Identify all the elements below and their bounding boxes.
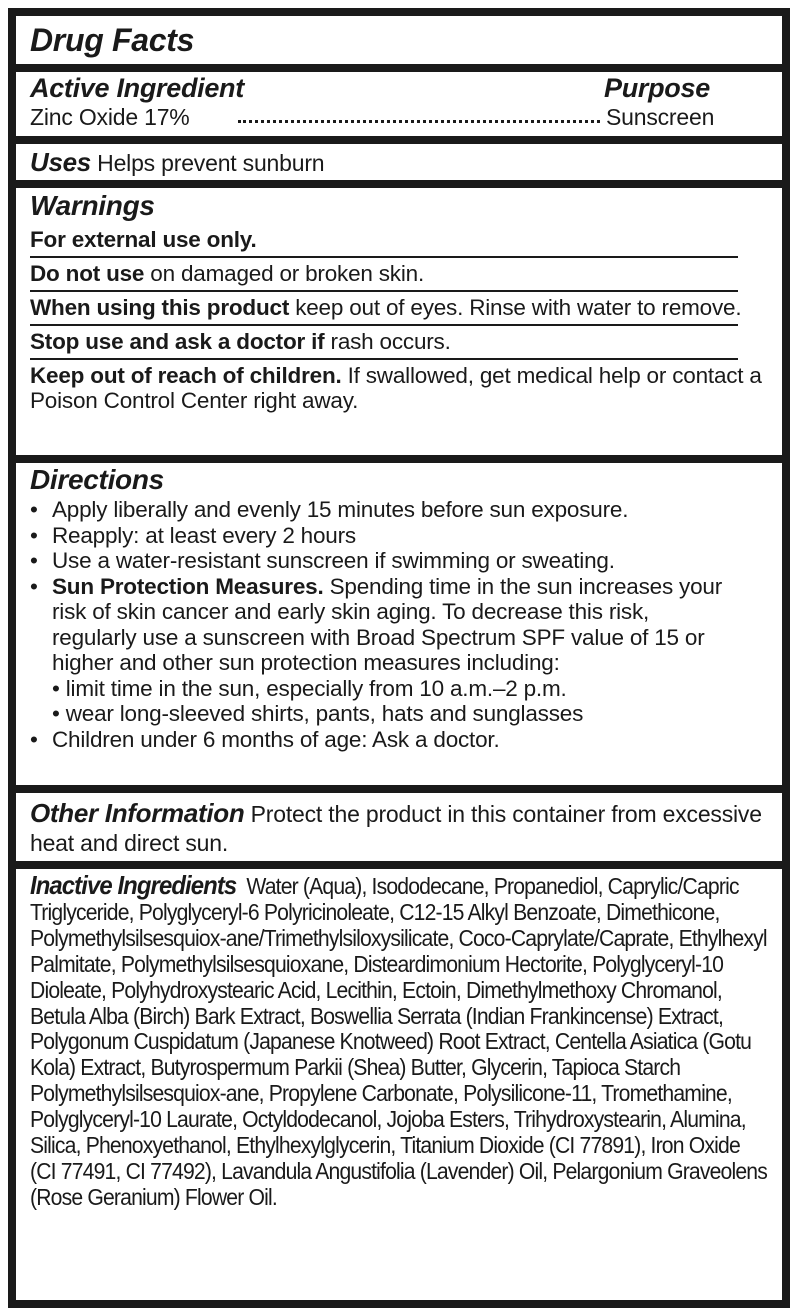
- sun-protection-subitem: • wear long-sleeved shirts, pants, hats and sunglasses: [52, 701, 584, 726]
- bullet-icon: •: [30, 573, 38, 599]
- direction-item: • Apply liberally and evenly 15 minutes before sun exposure.: [30, 497, 629, 522]
- active-ingredient-value: Zinc Oxide 17%: [30, 104, 190, 130]
- active-ingredient-section: [16, 72, 782, 136]
- dotted-leader: [238, 120, 600, 123]
- inactive-ingredients-section: [16, 869, 782, 1300]
- direction-item: • Children under 6 months of age: Ask a doctor.: [30, 726, 500, 752]
- inactive-ingredients-heading: Inactive Ingredients: [30, 870, 237, 900]
- bullet-icon: •: [30, 726, 38, 752]
- other-information-text: Protect the product in this container from excessive heat and direct sun.: [30, 801, 762, 856]
- sun-protection-item: • Sun Protection Measures. Spending time in the sun increases your risk of skin cancer and early skin aging. To decrease this risk, regularly use a sunscreen with Broad Spectrum SPF value of 15 or higher and other sun protection measures including:: [30, 573, 723, 675]
- bullet-icon: •: [30, 548, 38, 573]
- warning-item: Do not use on damaged or broken skin.: [30, 261, 425, 286]
- purpose-value: Sunscreen: [606, 104, 715, 130]
- direction-item: • Use a water-resistant sunscreen if swimming or sweating.: [30, 548, 615, 573]
- warnings-heading: Warnings: [30, 190, 155, 221]
- purpose-heading: Purpose: [604, 73, 710, 103]
- uses-section: [16, 144, 782, 180]
- warning-item: For external use only.: [30, 227, 257, 252]
- warning-item: When using this product keep out of eyes. Rinse with water to remove.: [30, 295, 742, 320]
- directions-section: [16, 463, 782, 785]
- inactive-ingredients-text: Water (Aqua), Isododecane, Propanediol, Caprylic/Capric Triglyceride, Polyglyceryl-6 Polyricinoleate, C12-15 Alkyl Benzoate, Dimethicone, Polymethylsilsesquiox-ane/Trimethylsiloxysilicate, Coco-Caprylate/Caprate, Ethylhexyl Palmitate, Polymethylsilsesquioxane, Disteardimonium Hectorite, Polyglyceryl-10 Dioleate, Polyhydroxystearic Acid, Lecithin, Ectoin, Dimethylmethoxy Chromanol, Betula Alba (Birch) Bark Extract, Boswellia Serrata (Indian Frankincense) Extract, Polygonum Cuspidatum (Japanese Knotweed) Root Extract, Centella Asiatica (Gotu Kola) Extract, Butyrospermum Parkii (Shea) Butter, Glycerin, Tapioca Starch Polymethylsilsesquiox-ane, Propylene Carbonate, Polysilicone-11, Tromethamine, Polyglyceryl-10 Laurate, Octyldodecanol, Jojoba Esters, Trihydroxystearin, Alumina, Silica, Phenoxyethanol, Ethylhexylglycerin, Titanium Dioxide (CI 77891), Iron Oxide (CI 77491, CI 77492), Lavandula Angustifolia (Lavender) Oil, Pelargonium Graveolens (Rose Geranium) Flower Oil.: [30, 873, 773, 1210]
- sun-protection-subitem: • limit time in the sun, especially from 10 a.m.–2 p.m.: [52, 675, 567, 701]
- uses-text: Helps prevent sunburn: [97, 150, 325, 176]
- other-information-heading: Other Information: [30, 798, 245, 828]
- warnings-section: [16, 188, 782, 455]
- bullet-icon: •: [30, 497, 38, 522]
- page-title: Drug Facts: [30, 22, 195, 58]
- direction-item: • Reapply: at least every 2 hours: [30, 522, 356, 548]
- uses-heading: Uses: [30, 147, 91, 177]
- directions-heading: Directions: [30, 464, 164, 495]
- warning-item: Keep out of reach of children. If swallowed, get medical help or contact a Poison Control Center right away.: [30, 363, 762, 413]
- drug-facts-label: [8, 8, 790, 1308]
- bullet-icon: •: [30, 522, 38, 548]
- active-ingredient-heading: Active Ingredient: [30, 73, 244, 103]
- other-information-section: [16, 793, 782, 861]
- title-section: [16, 16, 782, 64]
- warning-item: Stop use and ask a doctor if rash occurs.: [30, 329, 451, 354]
